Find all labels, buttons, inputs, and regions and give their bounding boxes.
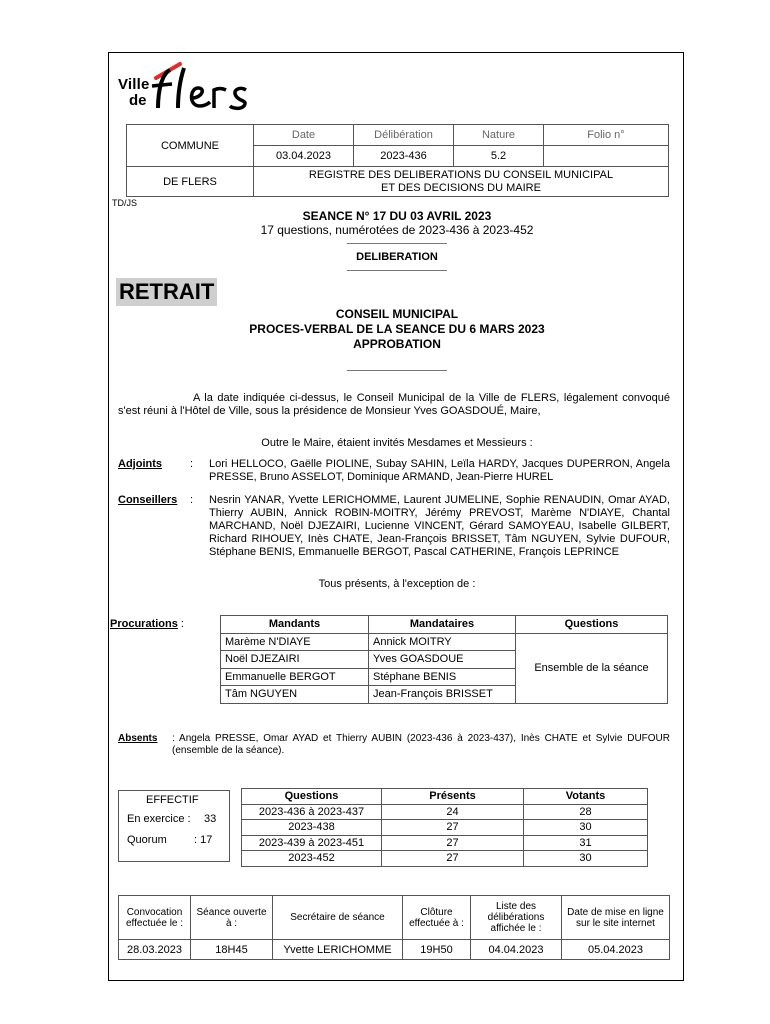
proc-mandant: Noël DJEZAIRI (221, 651, 369, 669)
conv-secretaire: Yvette LERICHOMME (273, 940, 403, 960)
absents-text: : Angela PRESSE, Omar AYAD et Thierry AUBIN (2023-436 à 2023-437), Inès CHATE et Sylvie DUFOUR (ensemble de la séance). (172, 733, 670, 756)
col-folio-header: Folio n° (544, 125, 669, 146)
de-flers-label: DE FLERS (127, 167, 254, 197)
rule-3 (108, 370, 686, 371)
procurations-table (220, 615, 668, 704)
proc-mandant: Emmanuelle BERGOT (221, 668, 369, 686)
subject-line1: CONSEIL MUNICIPAL (335, 307, 459, 321)
pres-questions: 2023-452 (242, 851, 382, 867)
table-row (242, 851, 648, 867)
conv-cloture: 19H50 (403, 940, 471, 960)
conv-liste: 04.04.2023 (471, 940, 562, 960)
proc-mandant: Marème N'DIAYE (221, 633, 369, 651)
presence-table (241, 788, 648, 867)
ville-de-flers-logo (118, 60, 268, 115)
adjoints-names: Lori HELLOCO, Gaëlle PIOLINE, Subay SAHIN, Leïla HARDY, Jacques DUPERRON, Angela PRESSE, Bruno ASSELOT, Dominique ARMAND, Jean-Pierre HUREL (209, 458, 670, 483)
table-row (119, 940, 670, 960)
col-nature-header: Nature (454, 125, 544, 146)
conv-header-liste: Liste des délibérations affichée le : (471, 896, 562, 940)
pres-presents: 27 (382, 851, 524, 867)
conv-header-secretaire: Secrétaire de séance (273, 896, 403, 940)
pres-header-questions: Questions (242, 789, 382, 805)
col-date-header: Date (254, 125, 354, 146)
proc-mandataire: Annick MOITRY (369, 633, 516, 651)
quorum-value: : 17 (194, 834, 213, 846)
proc-mandataire: Jean-François BRISSET (369, 686, 516, 704)
retrait-stamp: RETRAIT (116, 278, 217, 306)
rule-2 (108, 270, 686, 271)
pres-header-votants: Votants (524, 789, 648, 805)
pres-questions: 2023-438 (242, 820, 382, 836)
registre-title: REGISTRE DES DELIBERATIONS DU CONSEIL MUNICIPAL ET DES DECISIONS DU MAIRE (254, 167, 669, 197)
deliberation-value: 2023-436 (354, 146, 454, 167)
deliberation-label: DELIBERATION (356, 251, 438, 263)
proc-header-questions: Questions (516, 616, 668, 634)
proc-questions: Ensemble de la séance (516, 633, 668, 703)
conseillers-label: Conseillers (118, 494, 178, 506)
intro-paragraph: A la date indiquée ci-dessus, le Conseil Municipal de la Ville de FLERS, légalement convoqué s'est réuni à l'Hôtel de Ville, sous la présidence de Monsieur Yves GOASDOUÉ, Maire, (118, 392, 670, 417)
conv-header-convocation: Convocation effectuée le : (119, 896, 191, 940)
table-row (242, 835, 648, 851)
adjoints-colon: : (190, 458, 194, 470)
proc-header-mandants: Mandants (221, 616, 369, 634)
folio-value (544, 146, 669, 167)
proc-mandant: Tâm NGUYEN (221, 686, 369, 704)
proc-mandataire: Yves GOASDOUE (369, 651, 516, 669)
conv-mise-en-ligne: 05.04.2023 (562, 940, 670, 960)
pres-questions: 2023-436 à 2023-437 (242, 804, 382, 820)
conv-header-cloture: Clôture effectuée à : (403, 896, 471, 940)
conseillers-colon: : (190, 494, 194, 506)
table-row (242, 804, 648, 820)
seance-subtitle: 17 questions, numérotées de 2023-436 à 2023-452 (260, 223, 534, 237)
logo-ville: Ville (118, 76, 150, 93)
exercice-label: En exercice : (127, 813, 191, 825)
pres-header-presents: Présents (382, 789, 524, 805)
proc-header-mandataires: Mandataires (369, 616, 516, 634)
quorum-label: Quorum (127, 834, 167, 846)
convocation-table (118, 895, 670, 960)
header-table (126, 124, 669, 197)
presents-line: Tous présents, à l'exception de : (318, 578, 476, 590)
nature-value: 5.2 (454, 146, 544, 167)
table-row (242, 820, 648, 836)
table-row (221, 633, 668, 651)
initials: TD/JS (112, 198, 138, 208)
conv-seance: 18H45 (191, 940, 273, 960)
conv-header-seance: Séance ouverte à : (191, 896, 273, 940)
pres-presents: 27 (382, 835, 524, 851)
pres-votants: 30 (524, 820, 648, 836)
conv-convocation: 28.03.2023 (119, 940, 191, 960)
seance-title: SEANCE N° 17 DU 03 AVRIL 2023 (302, 209, 492, 223)
conv-header-mise-en-ligne: Date de mise en ligne sur le site internet (562, 896, 670, 940)
date-value: 03.04.2023 (254, 146, 354, 167)
adjoints-label: Adjoints (118, 458, 162, 470)
exercice-value: 33 (204, 813, 217, 825)
procurations-label: Procurations : (110, 618, 184, 630)
pres-votants: 31 (524, 835, 648, 851)
logo-de: de (129, 92, 147, 109)
pres-presents: 24 (382, 804, 524, 820)
pres-votants: 28 (524, 804, 648, 820)
subject-line2: PROCES-VERBAL DE LA SEANCE DU 6 MARS 2023 (249, 322, 545, 336)
subject-line3: APPROBATION (353, 337, 441, 351)
logo-flers-icon (148, 60, 268, 112)
absents-label: Absents (118, 733, 158, 744)
pres-votants: 30 (524, 851, 648, 867)
pres-presents: 27 (382, 820, 524, 836)
invited-line: Outre le Maire, étaient invités Mesdames et Messieurs : (261, 437, 533, 449)
pres-questions: 2023-439 à 2023-451 (242, 835, 382, 851)
col-deliberation-header: Délibération (354, 125, 454, 146)
conseillers-names: Nesrin YANAR, Yvette LERICHOMME, Laurent JUMELINE, Sophie RENAUDIN, Omar AYAD, Thierry AUBIN, Annick ROBIN-MOITRY, Jérémy PREVOST, Marème N'DIAYE, Chantal MARCHAND, Noël DJEZAIRI, Lucienne VINCENT, Gérard SAMOYEAU, Isabelle GILBERT, Richard RIHOUEY, Inès CHATE, Jean-François BRISSET, Tâm NGUYEN, Sylvie DUFOUR, Stéphane BENIS, Emmanuelle BERGOT, Pascal CATHERINE, François LEPRINCE (209, 494, 670, 558)
proc-mandataire: Stéphane BENIS (369, 668, 516, 686)
effectif-box (118, 790, 230, 862)
commune-cell (127, 125, 254, 167)
effectif-title: EFFECTIF (146, 794, 199, 806)
commune-label: COMMUNE (160, 139, 220, 152)
rule-1 (108, 243, 686, 244)
